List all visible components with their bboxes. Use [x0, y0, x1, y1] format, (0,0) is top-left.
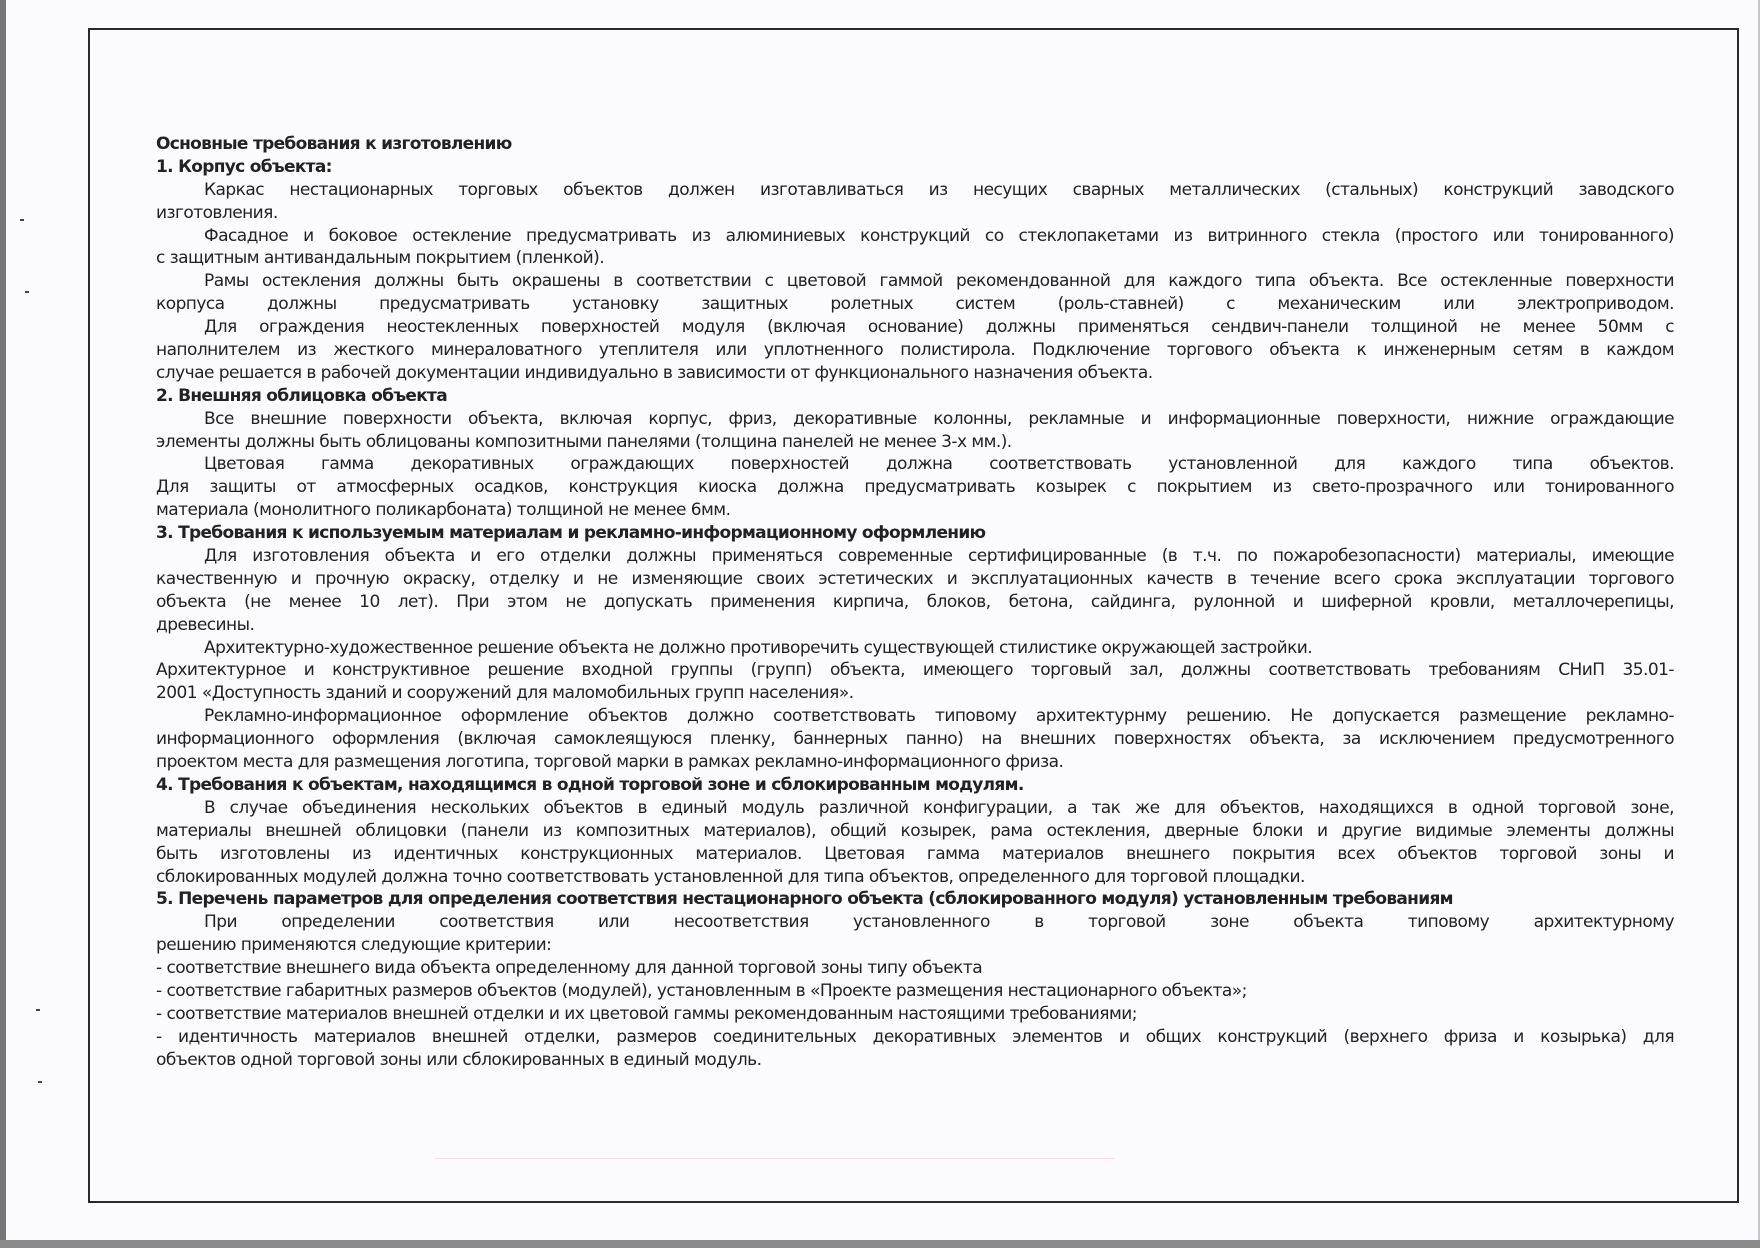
scan-speck — [25, 291, 29, 293]
text-line: - идентичность материалов внешней отделки, размеров соединительных декоративных элементов и общих конструкций (верхнего фриза и козырька) для — [156, 1026, 1674, 1047]
paragraph — [156, 637, 1674, 660]
paragraph — [156, 980, 1674, 1003]
text-line: материалы внешней облицовки (панели из композитных материалов), общий козырек, рама остекления, дверные блоки и другие видимые элементы должны — [156, 820, 1674, 841]
text-line: с защитным антивандальным покрытием (пленкой). — [156, 248, 605, 269]
text-line: Архитектурно-художественное решение объекта не должно противоречить существующей стилистике окружающей застройки. — [204, 637, 1313, 658]
text-line: 2001 «Доступность зданий и сооружений для маломобильных групп населения». — [156, 683, 854, 704]
text-line: материала (монолитного поликарбоната) толщиной не менее 6мм. — [156, 500, 731, 521]
section-heading: 4. Требования к объектам, находящимся в одной торговой зоне и сблокированным модулям. — [156, 774, 1024, 795]
text-line: - соответствие внешнего вида объекта определенному для данной торговой зоны типу объекта — [156, 958, 983, 979]
section-heading: 1. Корпус объекта: — [156, 156, 332, 177]
scan-speck — [36, 1009, 40, 1011]
text-line: наполнителем из жесткого минераловатного утеплителя или уплотненного полистирола. Подключение торгового объекта к инженерным сетям в каждом — [156, 340, 1674, 361]
text-line: информационного оформления (включая самоклеящуюся пленку, баннерных панно) на внешних поверхностях объекта, за исключением предусмотренного — [156, 729, 1674, 750]
section-4 — [156, 774, 1674, 888]
paragraph — [156, 545, 1674, 637]
paragraph — [156, 225, 1674, 271]
document-body — [156, 133, 1674, 1072]
text-line: объектов одной торговой зоны или сблокированных в единый модуль. — [156, 1049, 762, 1070]
text-line: корпуса должны предусматривать установку защитных ролетных систем (роль-ставней) с механическим или электроприводом. — [156, 294, 1674, 315]
paragraph — [156, 408, 1674, 454]
text-line: Для изготовления объекта и его отделки должны применяться современные сертифицированные (в т.ч. по пожаробезопасности) материалы, имеющие — [204, 546, 1674, 567]
text-line: Архитектурное и конструктивное решение входной группы (групп) объекта, имеющего торговый зал, должны соответствовать требованиям СНиП 35.01- — [156, 660, 1674, 681]
document-title: Основные требования к изготовлению — [156, 134, 512, 154]
paragraph — [156, 1003, 1674, 1026]
paragraph — [156, 659, 1674, 705]
section-heading: 3. Требования к используемым материалам и рекламно-информационному оформлению — [156, 523, 986, 544]
text-line: Каркас нестационарных торговых объектов должен изготавливаться из несущих сварных металлических (стальных) конструкций заводского — [204, 179, 1674, 200]
scan-speck — [20, 219, 24, 221]
paragraph — [156, 453, 1674, 522]
text-line: Цветовая гамма декоративных ограждающих поверхностей должна соответствовать установленной для каждого типа объектов. — [204, 454, 1674, 475]
section-2 — [156, 385, 1674, 522]
text-line: - соответствие материалов внешней отделки и их цветовой гаммы рекомендованным настоящими требованиями; — [156, 1003, 1137, 1024]
text-line: проектом места для размещения логотипа, торговой марки в рамках рекламно-информационного фриза. — [156, 752, 1064, 773]
text-line: объекта (не менее 10 лет). При этом не допускать применения кирпича, блоков, бетона, сайдинга, рулонной и шиферной кровли, металлочерепицы, — [156, 591, 1674, 612]
text-line: сблокированных модулей должна точно соответствовать установленной для типа объектов, определенного для торговой площадки. — [156, 866, 1305, 887]
text-line: изготовления. — [156, 202, 278, 223]
section-heading: 5. Перечень параметров для определения соответствия нестационарного объекта (сблокированного модуля) установленным требованиям — [156, 889, 1453, 910]
paragraph — [156, 957, 1674, 980]
text-line: решению применяются следующие критерии: — [156, 935, 552, 956]
text-line: - соответствие габаритных размеров объектов (модулей), установленным в «Проекте размещения нестационарного объекта»; — [156, 980, 1247, 1001]
paragraph — [156, 797, 1674, 889]
text-line: Все внешние поверхности объекта, включая корпус, фриз, декоративные колонны, рекламные и информационные поверхности, нижние ограждающие — [204, 408, 1674, 429]
scan-speck — [38, 1081, 42, 1083]
paragraph — [156, 705, 1674, 774]
text-line: В случае объединения нескольких объектов в единый модуль различной конфигурации, а так же для объектов, находящихся в одной торговой зоне, — [204, 797, 1674, 818]
sections — [156, 156, 1674, 1072]
section-heading: 2. Внешняя облицовка объекта — [156, 385, 447, 406]
text-line: При определении соответствия или несоответствия установленного в торговой зоне объекта типовому архитектурному — [204, 912, 1674, 933]
text-line: Для защиты от атмосферных осадков, конструкция киоска должна предусматривать козырек с покрытием из свето-прозрачного или тонированного — [156, 477, 1674, 498]
text-line: древесины. — [156, 614, 255, 635]
section-1 — [156, 156, 1674, 385]
scan-edge — [0, 0, 6, 1240]
text-line: качественную и прочную окраску, отделку и не изменяющие своих эстетических и эксплуатационных качеств в течение всего срока эксплуатации торгового — [156, 568, 1674, 589]
paragraph — [156, 316, 1674, 385]
scan-bottom-edge — [0, 1240, 1760, 1248]
text-line: Фасадное и боковое остекление предусматривать из алюминиевых конструкций со стеклопакетами из витринного стекла (простого или тонированного) — [204, 225, 1674, 246]
text-line: случае решается в рабочей документации индивидуально в зависимости от функционального назначения объекта. — [156, 362, 1153, 383]
text-line: Рамы остекления должны быть окрашены в соответствии с цветовой гаммой рекомендованной для каждого типа объекта. Все остекленные поверхности — [204, 271, 1674, 292]
text-line: быть изготовлены из идентичных конструкционных материалов. Цветовая гамма материалов внешнего покрытия всех объектов торговой зоны и — [156, 843, 1674, 864]
section-5 — [156, 888, 1674, 1071]
paragraph — [156, 1026, 1674, 1072]
text-line: Рекламно-информационное оформление объектов должно соответствовать типовому архитектурнму решению. Не допускается размещение рекламно- — [204, 706, 1674, 727]
faint-scan-line — [434, 1158, 1114, 1159]
text-line: элементы должны быть облицованы композитными панелями (толщина панелей не менее 3-х мм.). — [156, 431, 1012, 452]
paragraph — [156, 179, 1674, 225]
paragraph — [156, 911, 1674, 957]
text-line: Для ограждения неостекленных поверхностей модуля (включая основание) должны применяться сендвич-панели толщиной не менее 50мм с — [204, 317, 1674, 338]
paragraph — [156, 270, 1674, 316]
section-3 — [156, 522, 1674, 774]
